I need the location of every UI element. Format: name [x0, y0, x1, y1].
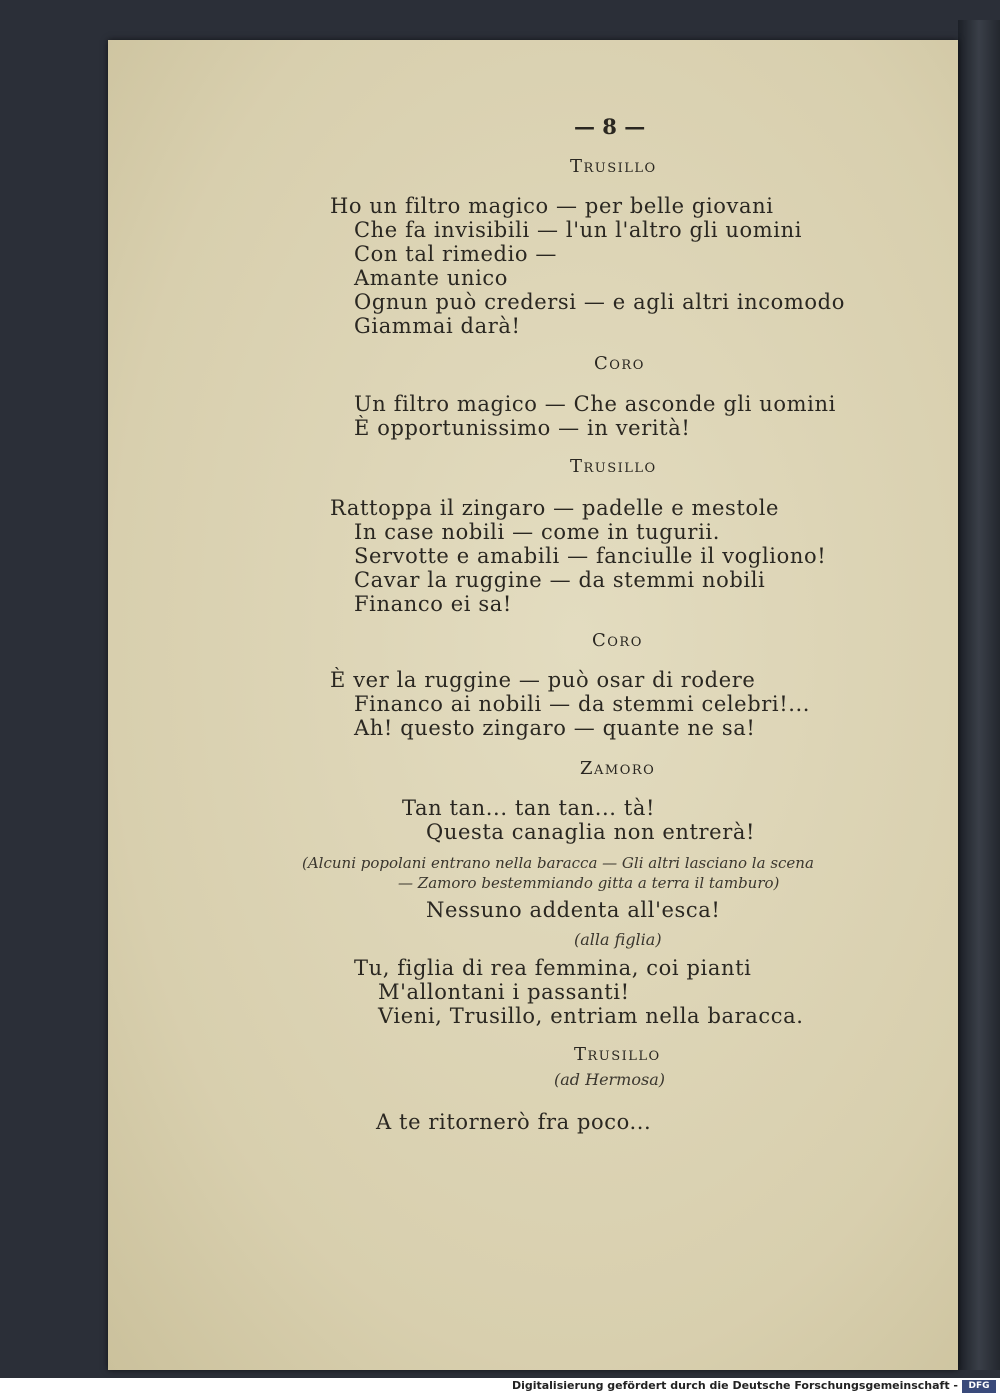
- verse-line: Rattoppa il zingaro — padelle e mestole: [330, 496, 780, 520]
- verse-line: Cavar la ruggine — da stemmi nobili: [354, 568, 766, 592]
- verse-line: Ho un filtro magico — per belle giovani: [330, 194, 774, 218]
- verse-line: Un filtro magico — Che asconde gli uomini: [354, 392, 836, 416]
- verse-line: Financo ei sa!: [354, 592, 512, 616]
- speaker-trusillo: Trusillo: [570, 156, 657, 177]
- verse-line: Che fa invisibili — l'un l'altro gli uomini: [354, 218, 803, 242]
- verse-line: Financo ai nobili — da stemmi celebri!...: [354, 692, 811, 716]
- verse-line: A te ritornerò fra poco...: [376, 1110, 652, 1134]
- verse-line: Tan tan... tan tan... tà!: [402, 796, 656, 820]
- verse-line: Con tal rimedio —: [354, 242, 558, 266]
- verse-line: Tu, figlia di rea femmina, coi pianti: [354, 956, 752, 980]
- aside-direction: (alla figlia): [574, 930, 662, 949]
- book-cover-edge: [958, 20, 1000, 1370]
- verse-line: M'allontani i passanti!: [378, 980, 630, 1004]
- aside-direction: (ad Hermosa): [554, 1070, 665, 1089]
- speaker-coro: Coro: [594, 353, 645, 374]
- verse-line: Amante unico: [354, 266, 509, 290]
- stage-direction: — Zamoro bestemmiando gitta a terra il tamburo): [398, 874, 780, 892]
- dfg-logo: DFG: [962, 1380, 996, 1393]
- verse-line: È opportunissimo — in verità!: [354, 416, 691, 440]
- speaker-trusillo: Trusillo: [570, 456, 657, 477]
- verse-line: È ver la ruggine — può osar di rodere: [330, 668, 756, 692]
- speaker-trusillo: Trusillo: [574, 1044, 661, 1065]
- verse-line: Servotte e amabili — fanciulle il vogliono!: [354, 544, 827, 568]
- verse-line: Giammai darà!: [354, 314, 521, 338]
- stage-direction: (Alcuni popolani entrano nella baracca — Gli altri lasciano la scena: [302, 854, 814, 872]
- verse-line: In case nobili — come in tugurii.: [354, 520, 720, 544]
- digitization-footer: [0, 1378, 1000, 1396]
- book-page: [108, 40, 958, 1370]
- verse-line: Vieni, Trusillo, entriam nella baracca.: [378, 1004, 804, 1028]
- verse-line: Questa canaglia non entrerà!: [426, 820, 756, 844]
- footer-credit: Digitalisierung gefördert durch die Deutsche Forschungsgemeinschaft -: [511, 1379, 958, 1392]
- page-number: — 8 —: [574, 114, 646, 139]
- verse-line: Nessuno addenta all'esca!: [426, 898, 721, 922]
- verse-line: Ah! questo zingaro — quante ne sa!: [354, 716, 756, 740]
- verse-line: Ognun può credersi — e agli altri incomodo: [354, 290, 845, 314]
- speaker-zamoro: Zamoro: [580, 758, 656, 779]
- speaker-coro: Coro: [592, 630, 643, 651]
